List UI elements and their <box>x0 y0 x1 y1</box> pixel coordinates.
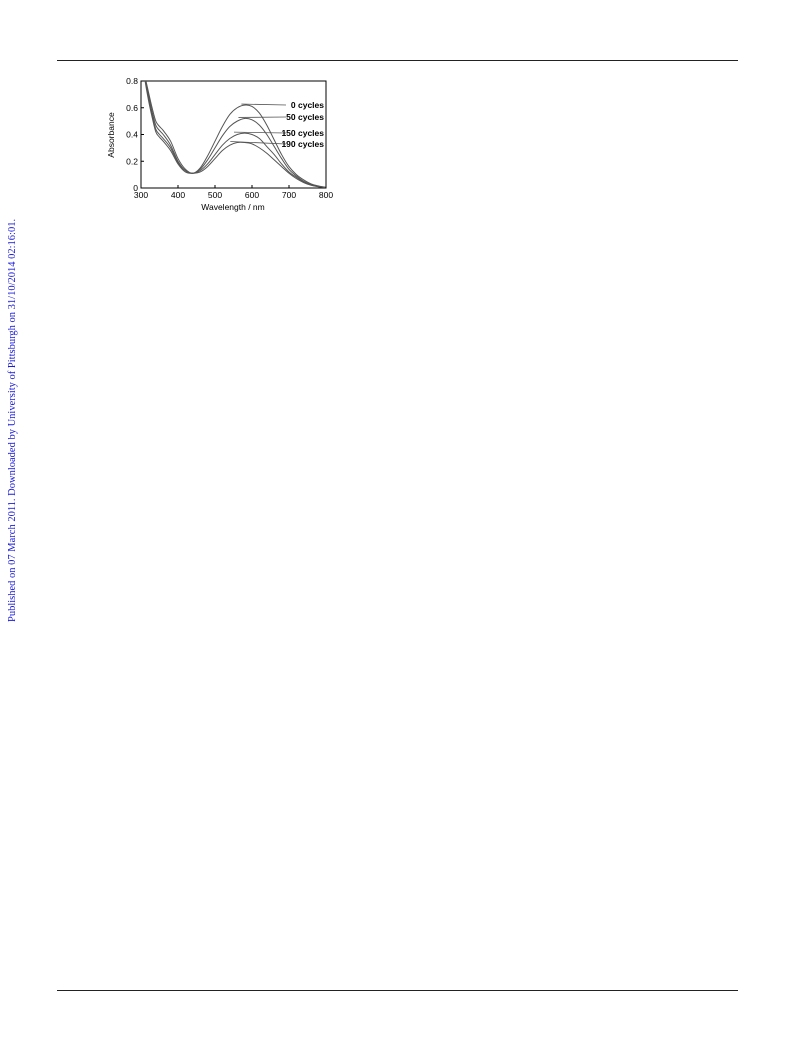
absorbance-figure <box>100 74 345 216</box>
y-tick-label: 0.2 <box>126 156 138 167</box>
footer-rule <box>57 990 738 991</box>
legend-label: 150 cycles <box>281 128 324 138</box>
y-tick-label: 0.4 <box>126 129 138 140</box>
header-rule <box>57 60 738 61</box>
x-tick-label: 700 <box>281 190 297 200</box>
publication-notice-text: Published on 07 March 2011. Downloaded by University of Pittsburgh on 31/10/2014 02:16:01. <box>7 218 18 622</box>
x-tick-label: 400 <box>170 190 186 200</box>
legend-label: 0 cycles <box>290 100 324 110</box>
y-axis-title: Absorbance <box>106 112 116 158</box>
absorbance-chart <box>100 74 345 216</box>
x-tick-label: 800 <box>318 190 334 200</box>
x-tick-label: 500 <box>207 190 223 200</box>
x-tick-label: 300 <box>133 190 149 200</box>
x-tick-label: 600 <box>244 190 260 200</box>
y-tick-label: 0 <box>133 183 138 193</box>
y-tick-label: 0.6 <box>126 102 138 113</box>
legend-label: 190 cycles <box>281 139 324 149</box>
publication-notice <box>2 212 22 622</box>
y-tick-label: 0.8 <box>126 76 138 86</box>
x-axis-title: Wavelength / nm <box>201 202 265 212</box>
legend-label: 50 cycles <box>286 112 324 122</box>
